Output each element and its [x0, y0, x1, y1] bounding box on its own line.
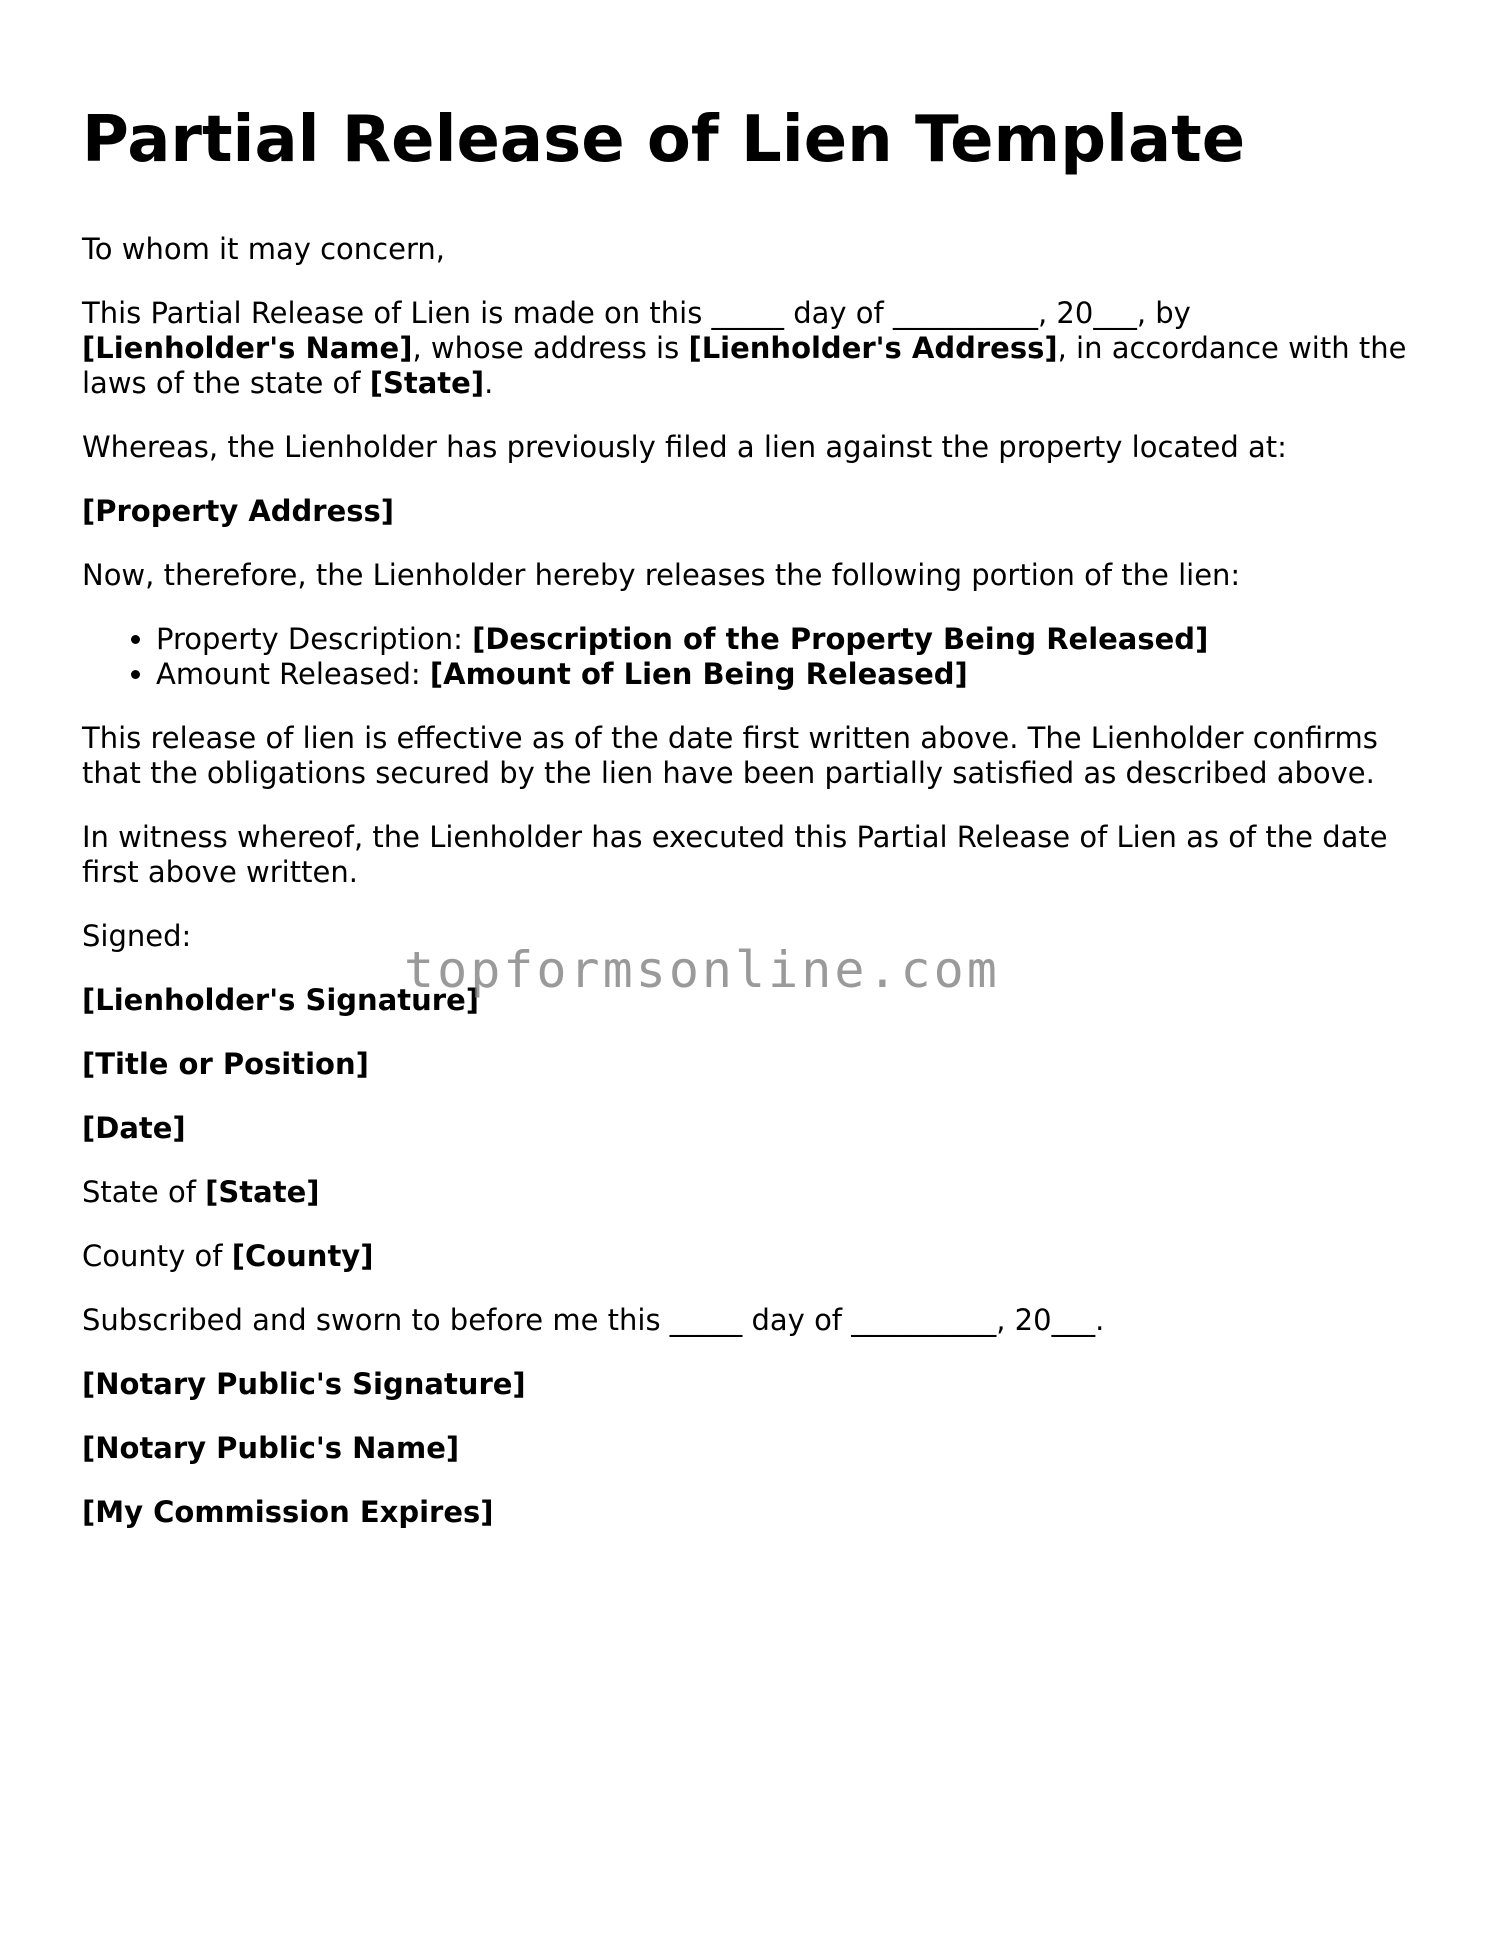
date-field: [Date] [82, 1111, 186, 1145]
salutation: To whom it may concern, [82, 232, 445, 266]
item-label: Property Description: [156, 622, 473, 656]
state-line: State of [State] [82, 1175, 320, 1209]
item-label: Amount Released: [156, 657, 430, 691]
item-value: [Amount of Lien Being Released] [429, 657, 968, 691]
state-value: [State] [205, 1175, 320, 1209]
property-address: [Property Address] [82, 494, 395, 528]
list-item [156, 657, 1422, 692]
now-therefore-paragraph: Now, therefore, the Lienholder hereby releases the following portion of the lien: [82, 558, 1241, 592]
item-value: [Description of the Property Being Released] [472, 622, 1209, 656]
intro-text-2: , whose address is [412, 331, 689, 365]
county-value: [County] [231, 1239, 374, 1273]
document-page [82, 96, 1422, 1559]
lienholder-name: [Lienholder's Name] [82, 331, 413, 365]
intro-text-3: , in accordance with the laws of the state of [82, 331, 1407, 400]
notary-signature: [Notary Public's Signature] [82, 1367, 526, 1401]
intro-paragraph [82, 296, 1422, 401]
watermark: topformsonline.com [404, 941, 1000, 999]
document-title: Partial Release of Lien Template [82, 103, 1246, 177]
effective-paragraph: This release of lien is effective as of the date first written above. The Lienholder confirms that the obligations secured by the lien have been partially satisfied as described above. [82, 721, 1378, 790]
lienholder-signature: [Lienholder's Signature] [82, 983, 479, 1017]
intro-text-4: . [484, 366, 494, 400]
notary-name: [Notary Public's Name] [82, 1431, 460, 1465]
intro-state: [State] [369, 366, 485, 400]
county-line: County of [County] [82, 1239, 374, 1273]
lienholder-address: [Lienholder's Address] [688, 331, 1058, 365]
release-items-list [82, 622, 1422, 692]
subscribed-paragraph: Subscribed and sworn to before me this _____ day of __________, 20___. [82, 1303, 1105, 1337]
list-item [156, 622, 1422, 657]
title-position: [Title or Position] [82, 1047, 369, 1081]
witness-paragraph: In witness whereof, the Lienholder has executed this Partial Release of Lien as of the date first above written. [82, 820, 1388, 889]
whereas-paragraph: Whereas, the Lienholder has previously filed a lien against the property located at: [82, 430, 1287, 464]
commission-expires: [My Commission Expires] [82, 1495, 494, 1529]
intro-text-1: This Partial Release of Lien is made on this _____ day of __________, 20___, by [82, 296, 1191, 330]
signed-label: Signed: [82, 919, 192, 953]
